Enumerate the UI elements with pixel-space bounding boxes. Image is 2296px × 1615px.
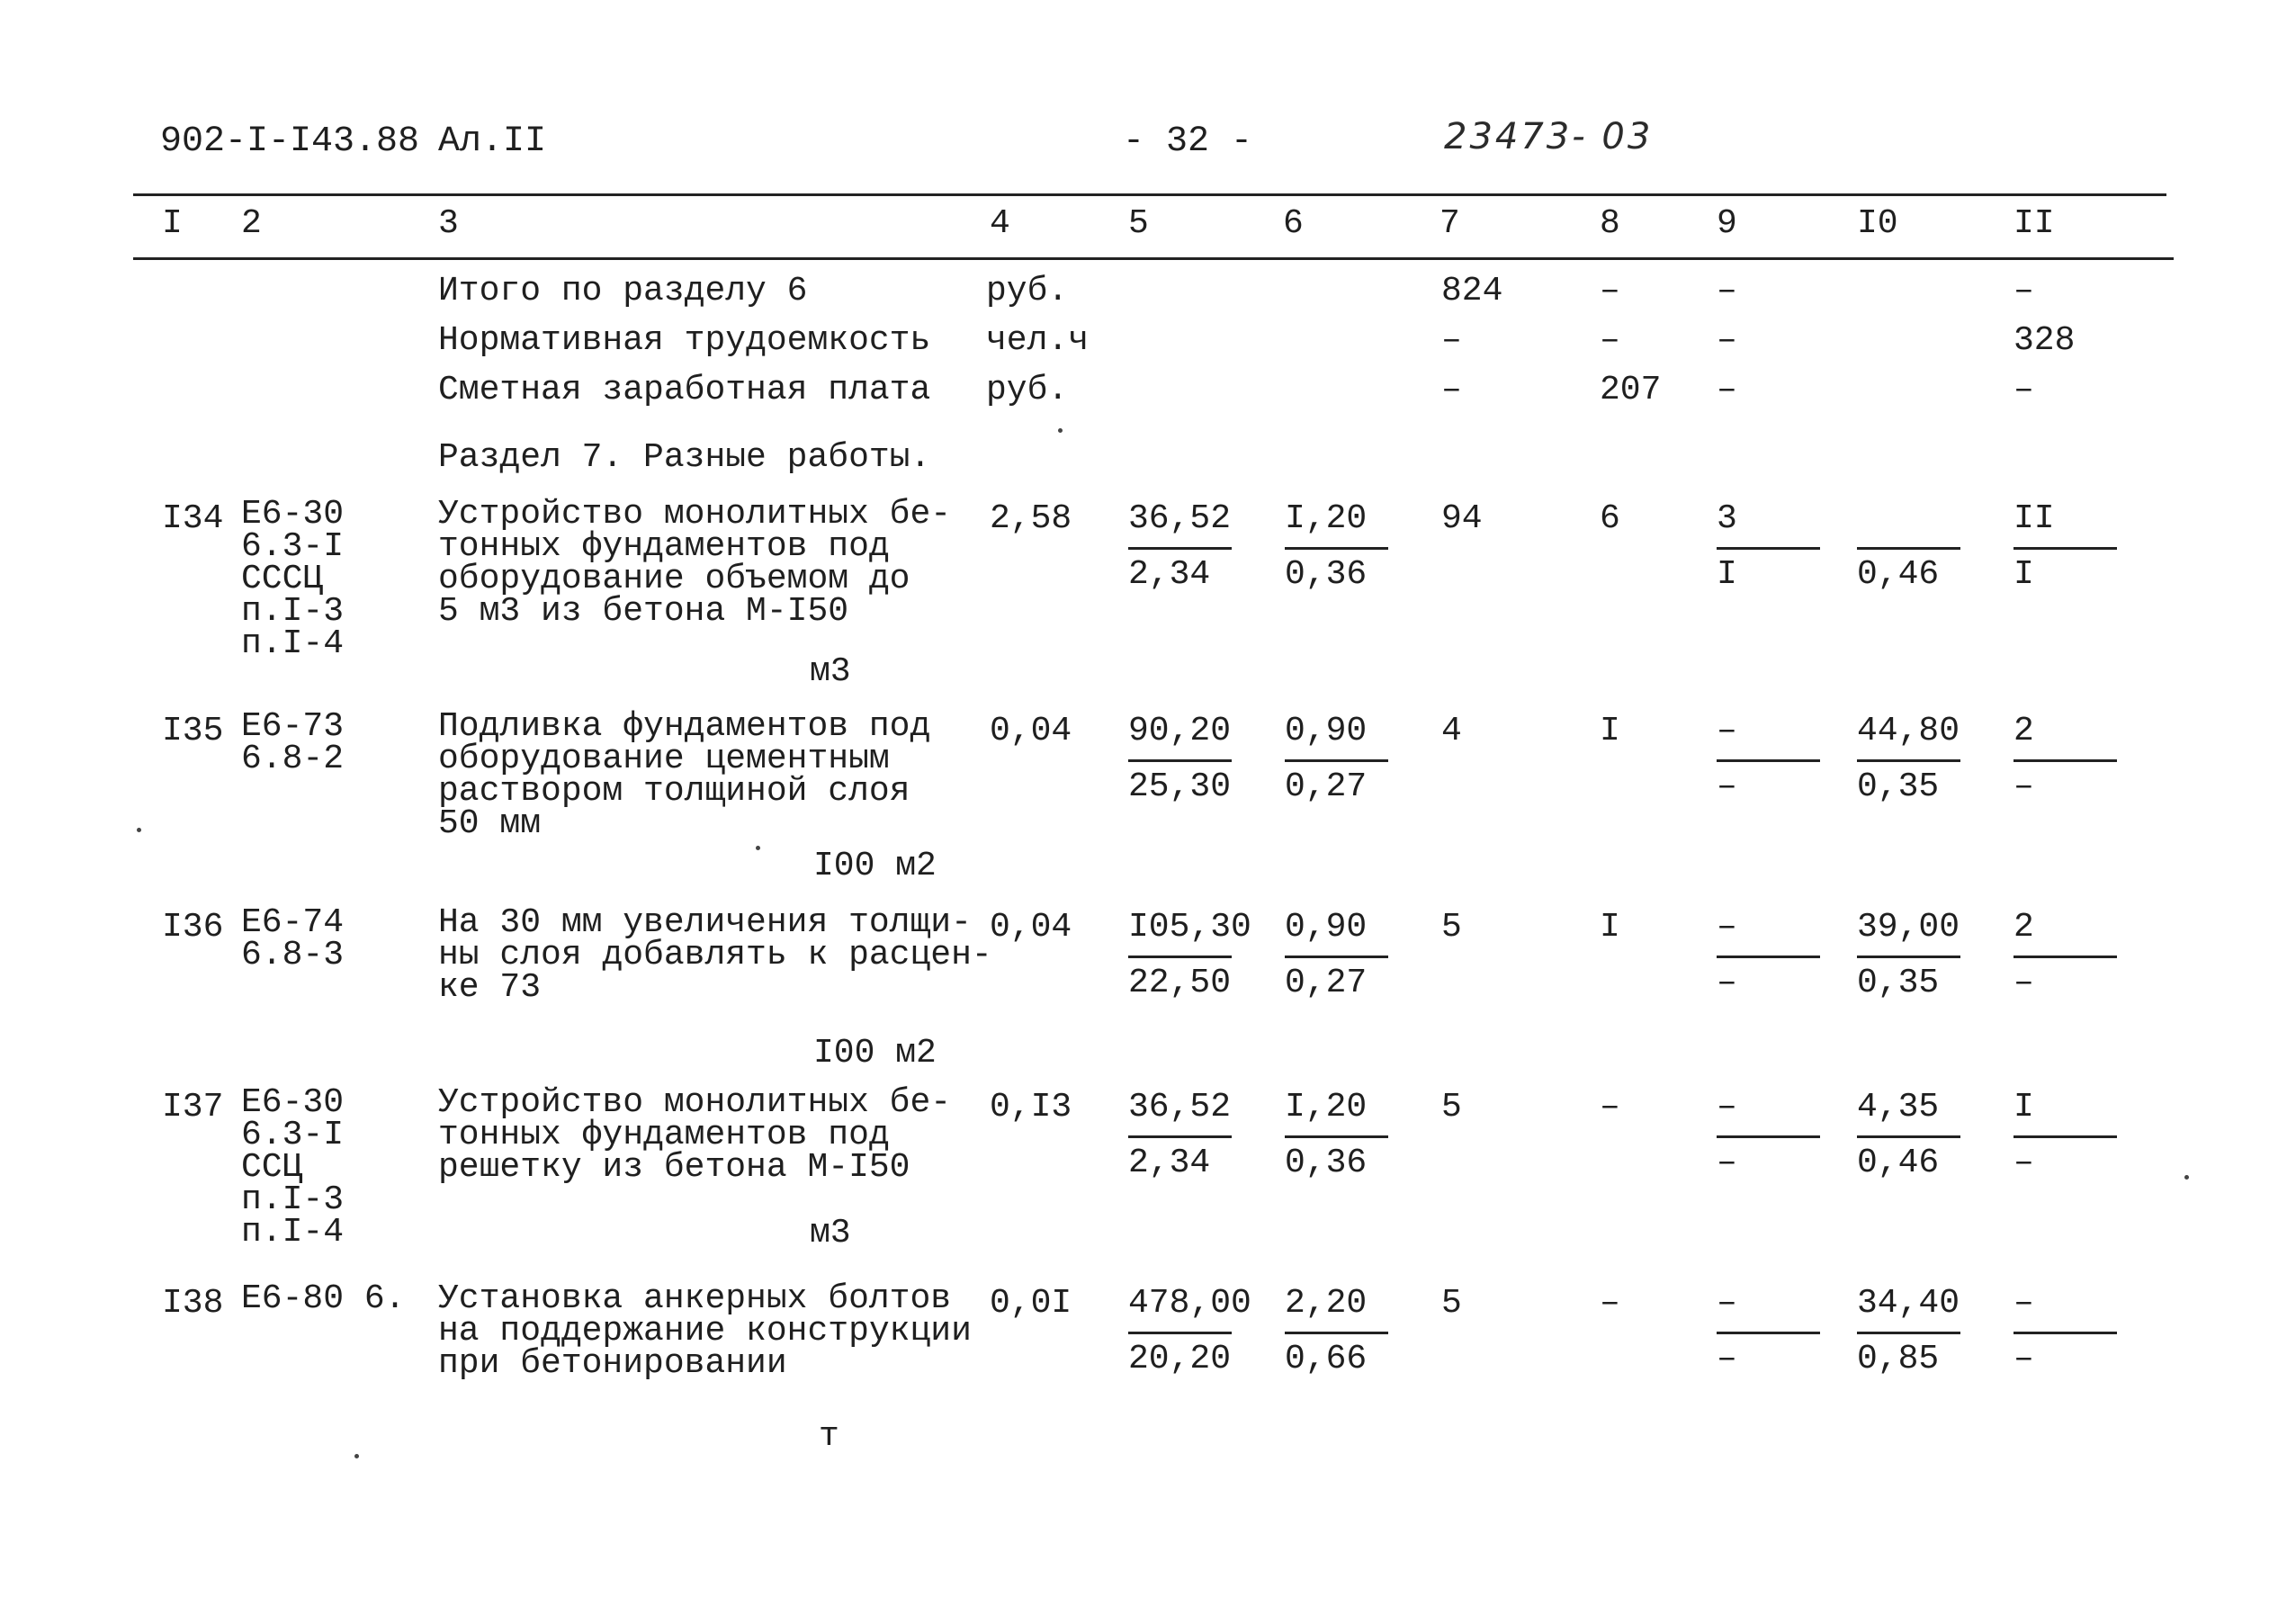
row-col11-fraction-denominator: – xyxy=(2013,1144,2034,1182)
row-code: E6-74 6.8-3 xyxy=(241,903,345,974)
row-col6-fraction xyxy=(1285,1090,1393,1189)
row-col6-fraction-denominator: 0,27 xyxy=(1285,964,1368,1002)
row-col5-fraction-denominator: 22,50 xyxy=(1128,964,1232,1002)
row-col11-fraction-numerator: 2 xyxy=(2013,908,2034,947)
row-unit: I00 м2 xyxy=(813,847,937,885)
row-col6-fraction-denominator: 0,27 xyxy=(1285,767,1368,806)
row-col10-fraction xyxy=(1857,502,1965,601)
row-quantity: 0,04 xyxy=(990,908,1072,947)
totals-col8: – xyxy=(1600,272,1620,310)
row-col10-fraction-bar xyxy=(1857,547,1960,550)
totals-col7: – xyxy=(1441,371,1462,409)
row-col5-fraction-numerator: 478,00 xyxy=(1128,1284,1251,1323)
album-label: Ал.II xyxy=(438,121,547,162)
row-col8: I xyxy=(1600,712,1620,750)
totals-col9: – xyxy=(1717,272,1737,310)
row-col11-fraction-denominator: – xyxy=(2013,1340,2034,1378)
row-col8: – xyxy=(1600,1284,1620,1323)
row-col11-fraction xyxy=(2013,1284,2121,1386)
row-col10-fraction xyxy=(1857,1090,1965,1189)
row-col6-fraction-numerator: 2,20 xyxy=(1285,1284,1368,1323)
row-col10-fraction-bar xyxy=(1857,1135,1960,1138)
totals-label: Итого по разделу 6 xyxy=(438,272,808,310)
column-header-11: II xyxy=(2013,204,2055,243)
row-col10-fraction-bar xyxy=(1857,1332,1960,1334)
column-header-9: 9 xyxy=(1717,204,1737,243)
row-code: E6-80 6. xyxy=(241,1279,406,1318)
column-header-6: 6 xyxy=(1283,204,1304,243)
row-col5-fraction-numerator: 36,52 xyxy=(1128,499,1232,538)
row-col6-fraction-denominator: 0,36 xyxy=(1285,555,1368,594)
row-col6-fraction-bar xyxy=(1285,1332,1388,1334)
row-col11-fraction-numerator: II xyxy=(2013,499,2055,538)
row-col10-fraction-denominator: 0,35 xyxy=(1857,964,1940,1002)
row-col6-fraction xyxy=(1285,714,1393,813)
row-col9-fraction-bar xyxy=(1717,547,1820,550)
totals-unit: руб. xyxy=(986,371,1069,409)
row-code: E6-30 6.3-I СССЦ п.I-3 п.I-4 xyxy=(241,495,345,663)
column-header-4: 4 xyxy=(990,204,1010,243)
row-unit: м3 xyxy=(810,1214,851,1252)
row-col7: 94 xyxy=(1441,499,1483,538)
row-col10-fraction-denominator: 0,46 xyxy=(1857,1144,1940,1182)
row-col11-fraction-denominator: – xyxy=(2013,964,2034,1002)
row-unit: т xyxy=(819,1417,839,1456)
row-col10-fraction-bar xyxy=(1857,956,1960,958)
table-top-rule xyxy=(133,193,2166,196)
row-col5-fraction-bar xyxy=(1128,956,1232,958)
row-col9-fraction xyxy=(1717,714,1825,813)
row-description: Устройство монолитных бе- тонных фундаментов под оборудование объемом до 5 м3 из бетона М-I50 xyxy=(438,495,952,631)
row-col6-fraction xyxy=(1285,1284,1393,1386)
row-col11-fraction-bar xyxy=(2013,956,2117,958)
row-col6-fraction-numerator: 0,90 xyxy=(1285,712,1368,750)
totals-label: Сметная заработная плата xyxy=(438,371,931,409)
row-col11-fraction-bar xyxy=(2013,759,2117,762)
table-header-rule xyxy=(133,257,2174,260)
row-col9-fraction xyxy=(1717,908,1825,1009)
page-number: - 32 - xyxy=(1123,121,1253,162)
row-col11-fraction-numerator: 2 xyxy=(2013,712,2034,750)
row-col10-fraction-numerator: 34,40 xyxy=(1857,1284,1960,1323)
row-col8: – xyxy=(1600,1088,1620,1126)
row-col9-fraction-numerator: – xyxy=(1717,1088,1737,1126)
row-unit: I00 м2 xyxy=(813,1034,937,1072)
row-col10-fraction-denominator: 0,46 xyxy=(1857,555,1940,594)
totals-col7: – xyxy=(1441,321,1462,360)
row-col10-fraction-numerator: 39,00 xyxy=(1857,908,1960,947)
totals-unit: руб. xyxy=(986,272,1069,310)
totals-col11: – xyxy=(2013,272,2034,310)
row-col9-fraction-numerator: – xyxy=(1717,908,1737,947)
row-col11-fraction xyxy=(2013,499,2121,601)
row-code: E6-73 6.8-2 xyxy=(241,707,345,778)
row-description: Устройство монолитных бе- тонных фундаментов под решетку из бетона М-I50 xyxy=(438,1083,952,1187)
row-col9-fraction xyxy=(1717,1284,1825,1386)
row-col8: 6 xyxy=(1600,499,1620,538)
row-col5-fraction-numerator: I05,30 xyxy=(1128,908,1251,947)
row-col11-fraction-bar xyxy=(2013,547,2117,550)
document-code: 902-I-I43.88 xyxy=(160,121,420,162)
row-col5-fraction xyxy=(1128,908,1251,1009)
row-col6-fraction-bar xyxy=(1285,759,1388,762)
row-col9-fraction xyxy=(1717,1090,1825,1189)
row-quantity: 0,0I xyxy=(990,1284,1072,1323)
row-col6-fraction-bar xyxy=(1285,547,1388,550)
row-col10-fraction-numerator: 4,35 xyxy=(1857,1088,1940,1126)
row-col10-fraction-numerator: 44,80 xyxy=(1857,712,1960,750)
row-col5-fraction-bar xyxy=(1128,1332,1232,1334)
row-col7: 5 xyxy=(1441,908,1462,947)
row-col5-fraction xyxy=(1128,1090,1236,1189)
row-col10-fraction xyxy=(1857,1284,1965,1386)
column-header-7: 7 xyxy=(1439,204,1460,243)
row-description: Подливка фундаментов под оборудование цементным раствором толщиной слоя 50 мм xyxy=(438,707,931,843)
row-number: I37 xyxy=(162,1088,224,1126)
row-col5-fraction-denominator: 2,34 xyxy=(1128,555,1211,594)
scan-speck xyxy=(354,1454,359,1458)
row-col7: 4 xyxy=(1441,712,1462,750)
row-col9-fraction xyxy=(1717,499,1825,601)
row-unit: м3 xyxy=(810,652,851,691)
column-header-2: 2 xyxy=(241,204,262,243)
totals-col7: 824 xyxy=(1441,272,1503,310)
row-col5-fraction xyxy=(1128,714,1236,813)
row-quantity: 2,58 xyxy=(990,499,1072,538)
totals-col8: 207 xyxy=(1600,371,1662,409)
row-col10-fraction-denominator: 0,35 xyxy=(1857,767,1940,806)
totals-unit: чел.ч xyxy=(986,321,1090,360)
row-col5-fraction-numerator: 90,20 xyxy=(1128,712,1232,750)
row-col11-fraction xyxy=(2013,714,2121,813)
row-col6-fraction-denominator: 0,36 xyxy=(1285,1144,1368,1182)
column-header-10: I0 xyxy=(1857,204,1898,243)
totals-col11: – xyxy=(2013,371,2034,409)
row-col5-fraction-bar xyxy=(1128,1135,1232,1138)
row-number: I34 xyxy=(162,499,224,538)
totals-col9: – xyxy=(1717,371,1737,409)
scan-speck xyxy=(2184,1175,2189,1180)
row-col9-fraction-numerator: – xyxy=(1717,712,1737,750)
row-quantity: 0,I3 xyxy=(990,1088,1072,1126)
row-col11-fraction-numerator: – xyxy=(2013,1284,2034,1323)
row-col10-fraction xyxy=(1857,908,1965,1009)
row-quantity: 0,04 xyxy=(990,712,1072,750)
row-col5-fraction xyxy=(1128,1284,1251,1386)
row-col9-fraction-numerator: 3 xyxy=(1717,499,1737,538)
totals-col8: – xyxy=(1600,321,1620,360)
row-col7: 5 xyxy=(1441,1088,1462,1126)
column-header-1: I xyxy=(162,204,183,243)
row-col5-fraction-denominator: 25,30 xyxy=(1128,767,1232,806)
row-col6-fraction xyxy=(1285,908,1393,1009)
row-col11-fraction-denominator: I xyxy=(2013,555,2034,594)
row-col9-fraction-denominator: – xyxy=(1717,1340,1737,1378)
column-header-8: 8 xyxy=(1600,204,1620,243)
row-col5-fraction xyxy=(1128,499,1236,601)
row-col6-fraction-numerator: 0,90 xyxy=(1285,908,1368,947)
row-col5-fraction-denominator: 20,20 xyxy=(1128,1340,1232,1378)
row-col11-fraction-bar xyxy=(2013,1332,2117,1334)
row-col9-fraction-bar xyxy=(1717,956,1820,958)
section-title: Раздел 7. Разные работы. xyxy=(438,438,931,477)
row-col11-fraction xyxy=(2013,908,2121,1009)
row-col10-fraction-bar xyxy=(1857,759,1960,762)
totals-col9: – xyxy=(1717,321,1737,360)
row-col9-fraction-denominator: I xyxy=(1717,555,1737,594)
column-header-3: 3 xyxy=(438,204,459,243)
row-col9-fraction-denominator: – xyxy=(1717,964,1737,1002)
totals-col11: 328 xyxy=(2013,321,2076,360)
scan-speck xyxy=(137,828,141,832)
row-col9-fraction-bar xyxy=(1717,759,1820,762)
row-number: I35 xyxy=(162,712,224,750)
scan-speck xyxy=(756,846,760,850)
row-col11-fraction-numerator: I xyxy=(2013,1088,2034,1126)
row-description: Установка анкерных болтов на поддержание конструкции при бетонировании xyxy=(438,1279,972,1383)
row-col5-fraction-numerator: 36,52 xyxy=(1128,1088,1232,1126)
row-col5-fraction-bar xyxy=(1128,547,1232,550)
row-col6-fraction-numerator: I,20 xyxy=(1285,499,1368,538)
row-col6-fraction-numerator: I,20 xyxy=(1285,1088,1368,1126)
row-col6-fraction-denominator: 0,66 xyxy=(1285,1340,1368,1378)
row-col9-fraction-numerator: – xyxy=(1717,1284,1737,1323)
handwritten-number: 23473- 03 xyxy=(1444,116,1654,157)
row-number: I36 xyxy=(162,908,224,947)
row-col8: I xyxy=(1600,908,1620,947)
row-col10-fraction xyxy=(1857,714,1965,813)
row-number: I38 xyxy=(162,1284,224,1323)
totals-label: Нормативная трудоемкость xyxy=(438,321,931,360)
row-col11-fraction-bar xyxy=(2013,1135,2117,1138)
row-col6-fraction xyxy=(1285,499,1393,601)
row-col9-fraction-bar xyxy=(1717,1135,1820,1138)
row-col9-fraction-denominator: – xyxy=(1717,1144,1737,1182)
column-header-5: 5 xyxy=(1128,204,1149,243)
row-col11-fraction xyxy=(2013,1090,2121,1189)
row-col10-fraction-denominator: 0,85 xyxy=(1857,1340,1940,1378)
row-col6-fraction-bar xyxy=(1285,1135,1388,1138)
row-col9-fraction-denominator: – xyxy=(1717,767,1737,806)
row-description: На 30 мм увеличения толщи- ны слоя добавлять к расцен- ке 73 xyxy=(438,903,992,1007)
row-col9-fraction-bar xyxy=(1717,1332,1820,1334)
row-col7: 5 xyxy=(1441,1284,1462,1323)
scan-speck xyxy=(1058,428,1063,433)
row-col5-fraction-bar xyxy=(1128,759,1232,762)
row-code: E6-30 6.3-I ССЦ п.I-3 п.I-4 xyxy=(241,1083,345,1252)
row-col5-fraction-denominator: 2,34 xyxy=(1128,1144,1211,1182)
row-col11-fraction-denominator: – xyxy=(2013,767,2034,806)
row-col6-fraction-bar xyxy=(1285,956,1388,958)
